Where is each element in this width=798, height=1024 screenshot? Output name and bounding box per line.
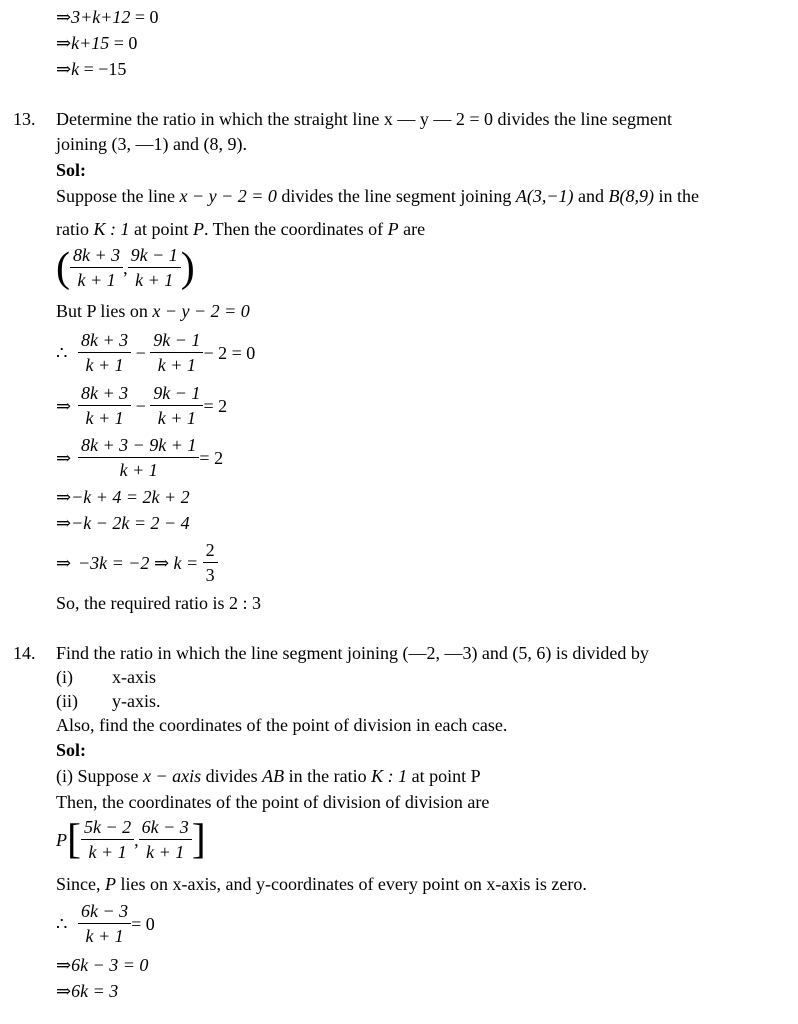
therefore-symbol: ∴ [56, 913, 68, 934]
coordinates-of-p: P [ $\frac{5k - 2}{k + 1}$ , $\frac{6k - 3}{k + 1}$ ] [56, 816, 206, 863]
solution-line: Then, the coordinates of the point of division of division are [56, 792, 490, 812]
line-equation: x − y − 2 = 0 [179, 186, 277, 206]
equation-step: ∴ $\frac{8k + 3}{k + 1}$ − $\frac{9k - 1}{k + 1}$ − 2 = 0 [56, 330, 256, 375]
equation-step: ⇒ $\frac{8k + 3}{k + 1}$ − $\frac{9k - 1}{k + 1}$ = 2 [56, 383, 228, 428]
solution-line: Suppose the line x − y − 2 = 0 divides the line segment joining A(3,−1) and B(8,9) in the [56, 186, 700, 206]
question-text: joining (3, —1) and (8, 9). [56, 134, 247, 154]
implies-symbol: ⇒ [56, 552, 72, 573]
option-text: x-axis [112, 667, 156, 687]
question-text: Determine the ratio in which the straight line x — y — 2 = 0 divides the line segment [56, 109, 673, 129]
point-a: A(3,−1) [515, 186, 574, 206]
implies-symbol: ⇒ [56, 487, 72, 507]
implies-symbol: ⇒ [56, 7, 72, 27]
step-line: ⇒k+15 = 0 [56, 33, 138, 53]
point-b: B(8,9) [608, 186, 655, 206]
implies-symbol: ⇒ [149, 552, 174, 573]
implies-symbol: ⇒ [56, 447, 72, 468]
sol-label: Sol: [56, 740, 87, 760]
question-text: Also, find the coordinates of the point of division in each case. [56, 715, 508, 735]
therefore-symbol: ∴ [56, 342, 68, 363]
question-number: 14. [13, 643, 36, 663]
implies-symbol: ⇒ [56, 513, 72, 533]
implies-symbol: ⇒ [56, 59, 72, 79]
implies-symbol: ⇒ [56, 981, 72, 1001]
implies-symbol: ⇒ [56, 395, 72, 416]
equation-step: ⇒6k = 3 [56, 981, 119, 1001]
solution-line: Since, P lies on x-axis, and y-coordinates of every point on x-axis is zero. [56, 874, 587, 894]
solution-line: ratio K : 1 at point P. Then the coordinates of P are [56, 219, 426, 239]
option-label: (i) [56, 667, 73, 687]
equation-step: ⇒6k − 3 = 0 [56, 955, 149, 975]
conclusion: So, the required ratio is 2 : 3 [56, 593, 261, 613]
equation-step: ⇒ $\frac{8k + 3 - 9k + 1}{k + 1}$ = 2 [56, 435, 224, 480]
sol-label: Sol: [56, 160, 87, 180]
equation-step: ⇒−k − 2k = 2 − 4 [56, 513, 190, 533]
equation-step: ⇒−k + 4 = 2k + 2 [56, 487, 190, 507]
solution-line: But P lies on x − y − 2 = 0 [56, 301, 250, 321]
question-number: 13. [13, 109, 36, 129]
question-text: Find the ratio in which the line segment joining (—2, —3) and (5, 6) is divided by [56, 643, 649, 663]
implies-symbol: ⇒ [56, 33, 72, 53]
equation-step: ⇒ −3k = −2 ⇒ k = $\frac{2}{3}$ [56, 538, 218, 587]
equation-step: ∴ $\frac{6k - 3}{k + 1}$ = 0 [56, 901, 155, 946]
solution-line: (i) Suppose x − axis divides AB in the ratio K : 1 at point P [56, 766, 481, 786]
step-line: ⇒3+k+12 = 0 [56, 7, 159, 27]
step-line: ⇒k = −15 [56, 59, 127, 79]
option-label: (ii) [56, 691, 78, 711]
option-text: y-axis. [112, 691, 161, 711]
coordinates-of-p: ( $\frac{8k + 3}{k + 1}$ , $\frac{9k - 1}{k + 1}$ ) [56, 244, 195, 291]
implies-symbol: ⇒ [56, 955, 72, 975]
